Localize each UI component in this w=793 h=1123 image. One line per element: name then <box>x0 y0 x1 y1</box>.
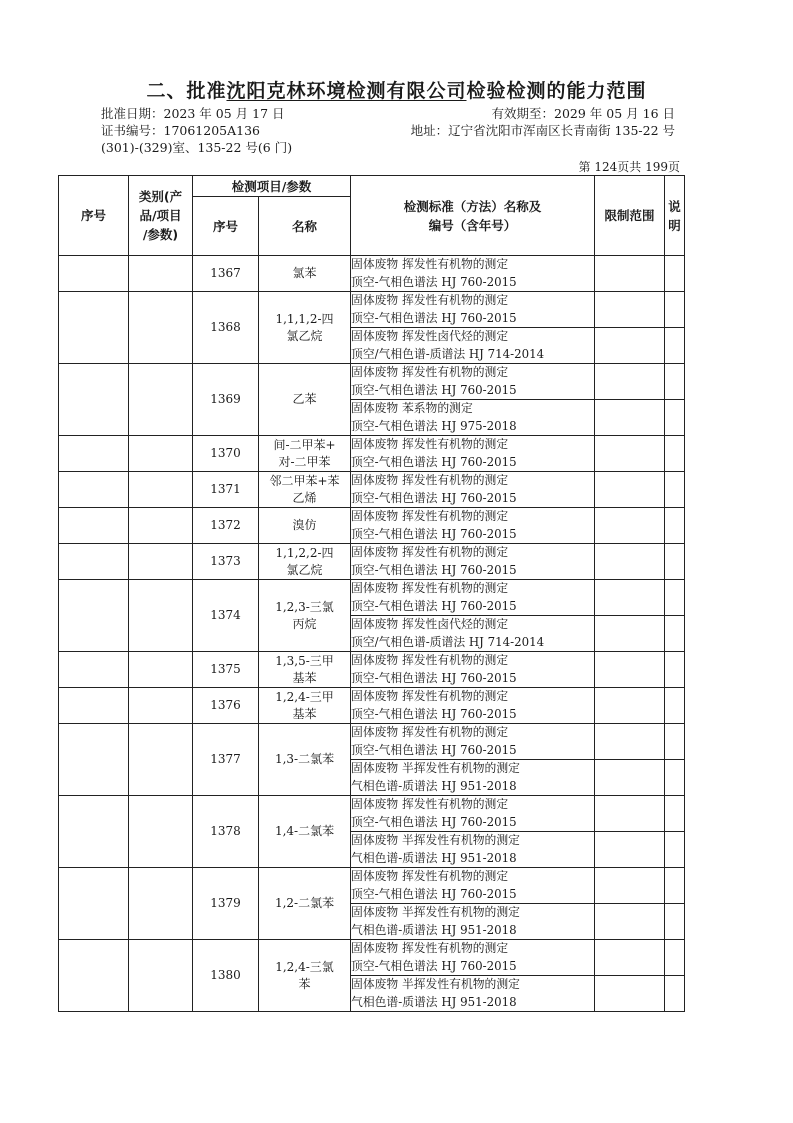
standard-line: 固体废物 挥发性卤代烃的测定 <box>351 329 509 343</box>
item-name <box>259 580 351 652</box>
standard-line: 顶空-气相色谱法 HJ 760-2015 <box>351 454 517 469</box>
limit-cell <box>595 760 665 796</box>
item-name <box>259 688 351 724</box>
note-cell <box>665 976 685 1012</box>
item-name-line: 1,4-二氯苯 <box>274 824 335 838</box>
standard-line: 固体废物 挥发性有机物的测定 <box>351 473 509 487</box>
standard-line: 固体废物 挥发性有机物的测定 <box>351 581 509 595</box>
seq-cell <box>59 796 129 868</box>
item-name <box>259 436 351 472</box>
item-name-line: 苯 <box>298 976 311 991</box>
header-test-items: 检测项目/参数 <box>193 176 351 197</box>
category-cell <box>129 796 193 868</box>
category-cell <box>129 652 193 688</box>
standard-cell <box>351 760 595 796</box>
header-limit: 限制范围 <box>595 176 665 256</box>
note-cell <box>665 580 685 616</box>
table-row <box>59 724 685 760</box>
cert-number: 证书编号：17061205A136 <box>101 123 261 138</box>
limit-cell <box>595 724 665 760</box>
note-cell <box>665 940 685 976</box>
item-number: 1374 <box>193 580 259 652</box>
standard-cell <box>351 580 595 616</box>
standard-line: 气相色谱-质谱法 HJ 951-2018 <box>351 850 517 865</box>
standard-line: 固体废物 挥发性有机物的测定 <box>351 725 509 739</box>
limit-cell <box>595 940 665 976</box>
standard-cell <box>351 544 595 580</box>
valid-until: 有效期至：2029 年 05 月 16 日 <box>491 106 675 121</box>
table-header-row <box>59 176 685 197</box>
limit-cell <box>595 544 665 580</box>
standard-line: 固体废物 挥发性有机物的测定 <box>351 257 509 271</box>
seq-cell <box>59 436 129 472</box>
category-cell <box>129 292 193 364</box>
note-cell <box>665 868 685 904</box>
standard-line: 固体废物 半挥发性有机物的测定 <box>351 977 520 991</box>
item-name <box>259 796 351 868</box>
category-cell <box>129 688 193 724</box>
standard-cell <box>351 976 595 1012</box>
category-cell <box>129 256 193 292</box>
header-category-line3: /参数) <box>142 227 179 242</box>
table-row <box>59 652 685 688</box>
limit-cell <box>595 292 665 328</box>
header-item-name: 名称 <box>259 197 351 256</box>
item-name <box>259 256 351 292</box>
category-cell <box>129 580 193 652</box>
item-name-line: 氯乙烷 <box>286 328 323 343</box>
note-cell <box>665 436 685 472</box>
limit-cell <box>595 616 665 652</box>
category-cell <box>129 868 193 940</box>
note-cell <box>665 760 685 796</box>
item-number: 1378 <box>193 796 259 868</box>
limit-cell <box>595 688 665 724</box>
header-seq: 序号 <box>59 176 129 256</box>
item-number: 1368 <box>193 292 259 364</box>
table-row <box>59 508 685 544</box>
standard-line: 顶空-气相色谱法 HJ 760-2015 <box>351 598 517 613</box>
title-prefix: 二、批准 <box>146 80 227 102</box>
seq-cell <box>59 256 129 292</box>
category-cell <box>129 724 193 796</box>
standard-line: 固体废物 挥发性有机物的测定 <box>351 797 509 811</box>
item-name-line: 对-二甲苯 <box>278 454 331 469</box>
note-cell <box>665 904 685 940</box>
limit-cell <box>595 580 665 616</box>
item-name <box>259 364 351 436</box>
standard-line: 固体废物 挥发性有机物的测定 <box>351 293 509 307</box>
standard-line: 固体废物 挥发性有机物的测定 <box>351 941 509 955</box>
standard-line: 气相色谱-质谱法 HJ 951-2018 <box>351 922 517 937</box>
seq-cell <box>59 544 129 580</box>
standard-line: 顶空-气相色谱法 HJ 760-2015 <box>351 958 517 973</box>
limit-cell <box>595 472 665 508</box>
standard-line: 固体废物 半挥发性有机物的测定 <box>351 833 520 847</box>
standard-line: 顶空-气相色谱法 HJ 760-2015 <box>351 562 517 577</box>
title-org: 沈阳克林环境检测有限公司 <box>226 80 467 102</box>
limit-cell <box>595 436 665 472</box>
item-number: 1371 <box>193 472 259 508</box>
header-category <box>129 176 193 256</box>
item-number: 1376 <box>193 688 259 724</box>
standard-line: 顶空-气相色谱法 HJ 760-2015 <box>351 886 517 901</box>
item-name <box>259 472 351 508</box>
item-name-line: 溴仿 <box>292 518 317 532</box>
item-name-line: 1,2,3-三氯 <box>275 599 334 614</box>
item-name-line: 1,3,5-三甲 <box>275 653 334 668</box>
item-name <box>259 292 351 364</box>
item-name <box>259 508 351 544</box>
note-cell <box>665 544 685 580</box>
document-title <box>0 76 793 103</box>
category-cell <box>129 544 193 580</box>
category-cell <box>129 436 193 472</box>
item-number: 1375 <box>193 652 259 688</box>
limit-cell <box>595 328 665 364</box>
standard-line: 顶空-气相色谱法 HJ 760-2015 <box>351 814 517 829</box>
limit-cell <box>595 652 665 688</box>
standard-cell <box>351 796 595 832</box>
item-name-line: 1,2-二氯苯 <box>274 896 335 910</box>
table-row <box>59 688 685 724</box>
standard-line: 固体废物 挥发性卤代烃的测定 <box>351 617 509 631</box>
standard-cell <box>351 400 595 436</box>
note-cell <box>665 328 685 364</box>
item-name-line: 1,3-二氯苯 <box>274 752 335 766</box>
standard-cell <box>351 868 595 904</box>
capability-table <box>58 175 685 1012</box>
standard-line: 气相色谱-质谱法 HJ 951-2018 <box>351 778 517 793</box>
table-row <box>59 868 685 904</box>
limit-cell <box>595 256 665 292</box>
header-standard <box>351 176 595 256</box>
item-name-line: 1,1,2,2-四 <box>275 545 334 560</box>
category-cell <box>129 940 193 1012</box>
standard-cell <box>351 256 595 292</box>
standard-line: 顶空-气相色谱法 HJ 975-2018 <box>351 418 517 433</box>
header-category-line1: 类别(产 <box>138 189 183 204</box>
table-row <box>59 796 685 832</box>
item-name <box>259 724 351 796</box>
limit-cell <box>595 976 665 1012</box>
item-name-line: 基苯 <box>292 670 317 685</box>
standard-line: 固体废物 挥发性有机物的测定 <box>351 509 509 523</box>
standard-cell <box>351 364 595 400</box>
item-name-line: 间-二甲苯+ <box>273 437 336 452</box>
seq-cell <box>59 724 129 796</box>
standard-line: 顶空-气相色谱法 HJ 760-2015 <box>351 706 517 721</box>
item-name-line: 乙烯 <box>292 490 317 505</box>
seq-cell <box>59 688 129 724</box>
item-name-line: 乙苯 <box>292 392 317 406</box>
item-name-line: 基苯 <box>292 706 317 721</box>
note-cell <box>665 724 685 760</box>
standard-line: 顶空-气相色谱法 HJ 760-2015 <box>351 490 517 505</box>
standard-line: 气相色谱-质谱法 HJ 951-2018 <box>351 994 517 1009</box>
note-cell <box>665 364 685 400</box>
item-number: 1373 <box>193 544 259 580</box>
standard-line: 固体废物 苯系物的测定 <box>351 401 473 415</box>
item-number: 1367 <box>193 256 259 292</box>
address: 地址：辽宁省沈阳市浑南区长青南街 135-22 号 <box>410 123 675 138</box>
item-number: 1380 <box>193 940 259 1012</box>
table-row <box>59 940 685 976</box>
category-cell <box>129 508 193 544</box>
approval-date: 批准日期：2023 年 05 月 17 日 <box>101 106 285 121</box>
item-name-line: 氯乙烷 <box>286 562 323 577</box>
item-number: 1377 <box>193 724 259 796</box>
limit-cell <box>595 832 665 868</box>
standard-cell <box>351 688 595 724</box>
standard-line: 顶空-气相色谱法 HJ 760-2015 <box>351 274 517 289</box>
table-row <box>59 544 685 580</box>
note-cell <box>665 688 685 724</box>
standard-cell <box>351 508 595 544</box>
item-name-line: 1,2,4-三氯 <box>275 959 334 974</box>
note-cell <box>665 292 685 328</box>
standard-line: 固体废物 挥发性有机物的测定 <box>351 545 509 559</box>
standard-line: 顶空-气相色谱法 HJ 760-2015 <box>351 310 517 325</box>
seq-cell <box>59 580 129 652</box>
category-cell <box>129 472 193 508</box>
note-cell <box>665 616 685 652</box>
item-number: 1370 <box>193 436 259 472</box>
standard-line: 顶空/气相色谱-质谱法 HJ 714-2014 <box>351 346 545 361</box>
seq-cell <box>59 364 129 436</box>
seq-cell <box>59 652 129 688</box>
address-continued: (301)-(329)室、135-22 号(6 门) <box>101 140 293 155</box>
note-cell <box>665 508 685 544</box>
item-name-line: 丙烷 <box>292 616 317 631</box>
table-row <box>59 472 685 508</box>
item-name <box>259 544 351 580</box>
item-number: 1369 <box>193 364 259 436</box>
standard-cell <box>351 616 595 652</box>
note-cell <box>665 832 685 868</box>
standard-cell <box>351 652 595 688</box>
limit-cell <box>595 796 665 832</box>
standard-cell <box>351 904 595 940</box>
header-note: 说明 <box>665 176 685 256</box>
note-cell <box>665 400 685 436</box>
standard-line: 顶空/气相色谱-质谱法 HJ 714-2014 <box>351 634 545 649</box>
item-name-line: 1,2,4-三甲 <box>275 689 334 704</box>
header-category-line2: 品/项目 <box>139 208 182 223</box>
standard-line: 固体废物 半挥发性有机物的测定 <box>351 761 520 775</box>
seq-cell <box>59 292 129 364</box>
seq-cell <box>59 940 129 1012</box>
standard-cell <box>351 472 595 508</box>
standard-line: 固体废物 挥发性有机物的测定 <box>351 869 509 883</box>
standard-cell <box>351 436 595 472</box>
seq-cell <box>59 868 129 940</box>
note-cell <box>665 796 685 832</box>
note-cell <box>665 256 685 292</box>
limit-cell <box>595 400 665 436</box>
standard-line: 固体废物 半挥发性有机物的测定 <box>351 905 520 919</box>
item-name <box>259 940 351 1012</box>
table-row <box>59 256 685 292</box>
standard-cell <box>351 940 595 976</box>
standard-cell <box>351 724 595 760</box>
table-row <box>59 292 685 328</box>
item-name-line: 邻二甲苯+苯 <box>269 473 340 488</box>
item-name-line: 氯苯 <box>292 266 317 280</box>
item-name <box>259 652 351 688</box>
standard-line: 固体废物 挥发性有机物的测定 <box>351 365 509 379</box>
header-item-seq: 序号 <box>193 197 259 256</box>
header-standard-line2: 编号（含年号） <box>428 217 517 233</box>
category-cell <box>129 364 193 436</box>
standard-line: 顶空-气相色谱法 HJ 760-2015 <box>351 382 517 397</box>
note-cell <box>665 472 685 508</box>
limit-cell <box>595 508 665 544</box>
item-number: 1379 <box>193 868 259 940</box>
limit-cell <box>595 904 665 940</box>
standard-line: 固体废物 挥发性有机物的测定 <box>351 689 509 703</box>
limit-cell <box>595 868 665 904</box>
item-name <box>259 868 351 940</box>
standard-line: 固体废物 挥发性有机物的测定 <box>351 437 509 451</box>
table-row <box>59 436 685 472</box>
note-cell <box>665 652 685 688</box>
seq-cell <box>59 472 129 508</box>
standard-line: 顶空-气相色谱法 HJ 760-2015 <box>351 526 517 541</box>
standard-cell <box>351 832 595 868</box>
title-suffix: 检验检测的能力范围 <box>466 80 647 102</box>
standard-cell <box>351 328 595 364</box>
header-standard-line1: 检测标准（方法）名称及 <box>403 198 542 214</box>
item-name-line: 1,1,1,2-四 <box>275 311 334 326</box>
standard-line: 固体废物 挥发性有机物的测定 <box>351 653 509 667</box>
page-number: 第 124页共 199页 <box>578 160 680 174</box>
table-body <box>59 256 685 1012</box>
standard-cell <box>351 292 595 328</box>
table-row <box>59 580 685 616</box>
standard-line: 顶空-气相色谱法 HJ 760-2015 <box>351 670 517 685</box>
standard-line: 顶空-气相色谱法 HJ 760-2015 <box>351 742 517 757</box>
limit-cell <box>595 364 665 400</box>
table-row <box>59 364 685 400</box>
item-number: 1372 <box>193 508 259 544</box>
seq-cell <box>59 508 129 544</box>
